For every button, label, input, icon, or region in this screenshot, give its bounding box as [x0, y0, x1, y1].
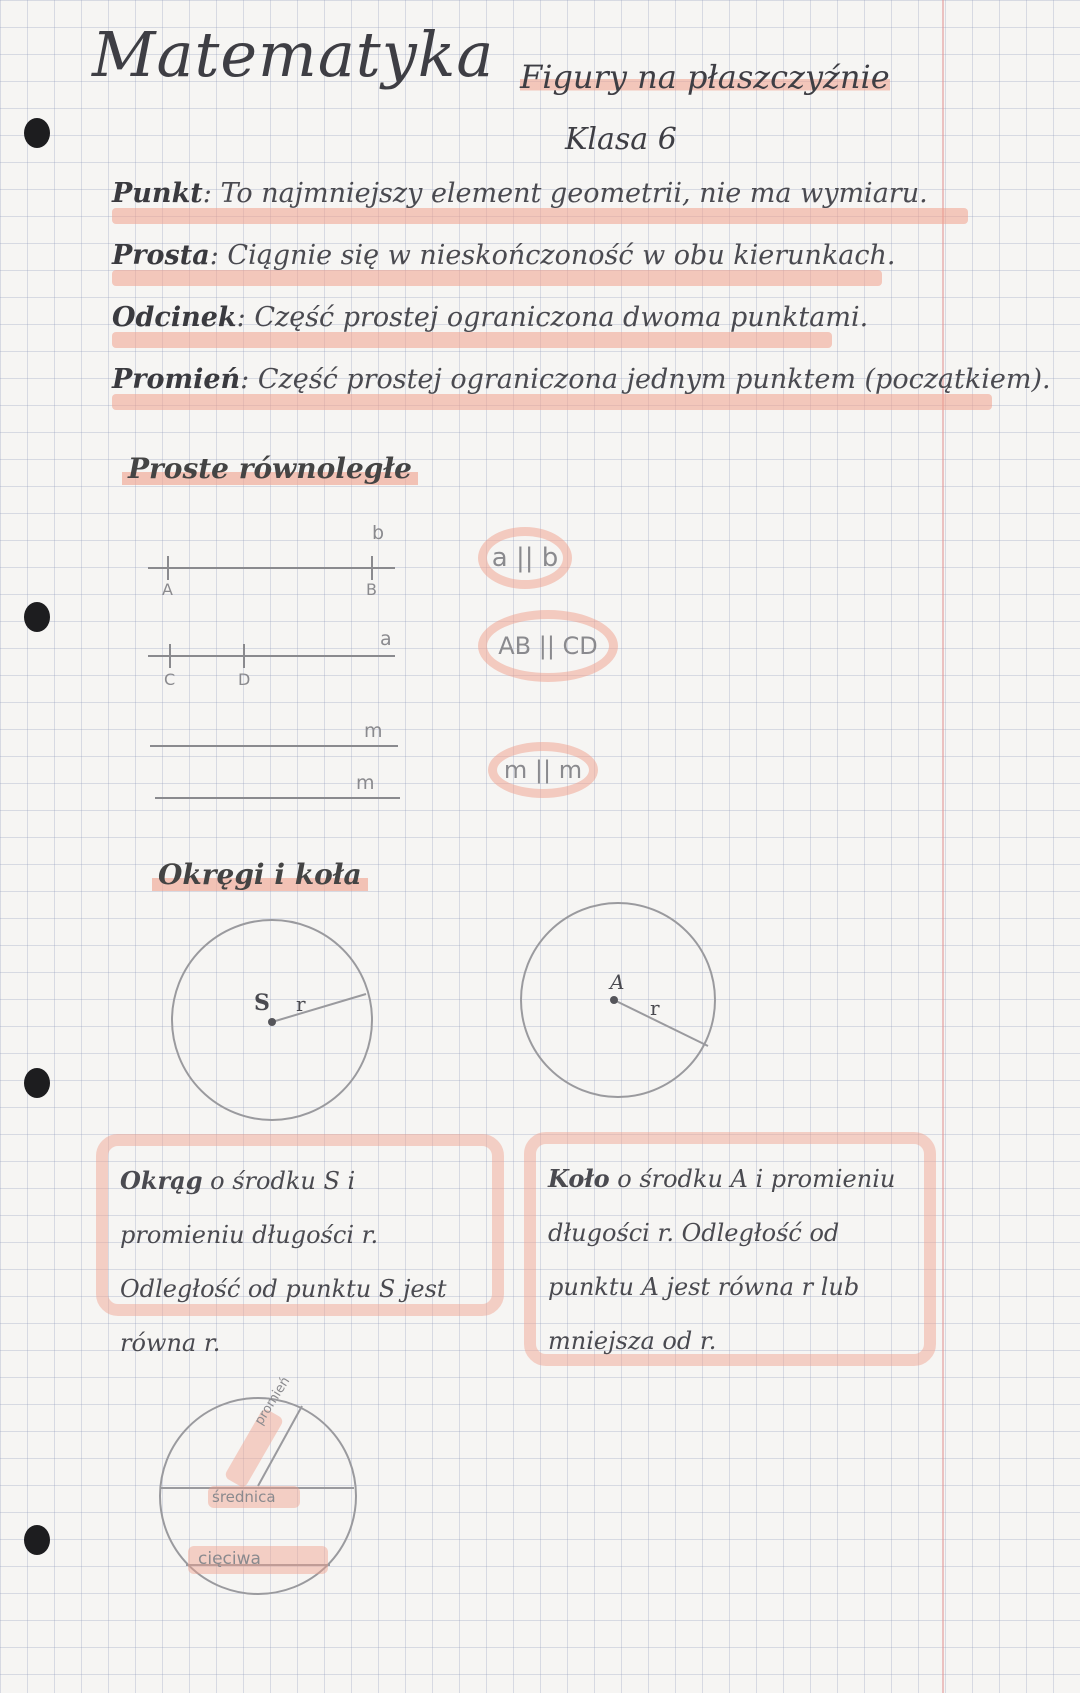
label-a: a — [380, 628, 392, 650]
definition-punkt: Punkt: To najmniejszy element geometrii, nie ma wymiaru. — [112, 178, 992, 240]
label-point-c: C — [164, 670, 176, 689]
circles-heading: Okręgi i koła — [152, 858, 368, 891]
radius-label-2: r — [650, 996, 660, 1020]
definition-odcinek: Odcinek: Część prostej ograniczona dwoma punktami. — [112, 302, 992, 364]
radius-line-2 — [614, 1000, 708, 1046]
grade-label: Klasa 6 — [565, 122, 677, 157]
notation-abcd: AB || CD — [478, 610, 618, 682]
label-m1: m — [364, 720, 383, 742]
definition-text: Ciągnie się w nieskończoność w obu kierunkach. — [227, 240, 896, 271]
definition-text: To najmniejszy element geometrii, nie ma wymiaru. — [220, 178, 928, 209]
kolo-definition-box — [524, 1132, 936, 1366]
label-m2: m — [356, 772, 375, 794]
label-srednica: średnica — [212, 1488, 276, 1506]
notation-ab: a || b — [478, 527, 572, 589]
definition-text: Część prostej ograniczona dwoma punktami. — [254, 302, 869, 333]
okrag-definition-box — [96, 1134, 504, 1357]
kolo-term: Koło — [548, 1164, 610, 1193]
okrag-term: Okrąg — [120, 1166, 203, 1195]
definition-term: Odcinek — [112, 302, 237, 333]
notation-mm: m || m — [488, 742, 598, 798]
center-dot-s — [268, 1018, 276, 1026]
radius-line-1 — [272, 994, 366, 1022]
definition-term: Punkt — [112, 178, 203, 209]
center-dot-a — [610, 996, 618, 1004]
label-point-a: A — [162, 580, 173, 599]
page-title: Matematyka — [92, 18, 495, 91]
label-promien: promień — [252, 1374, 294, 1428]
label-point-b: B — [366, 580, 377, 599]
label-cieciwa: cięciwa — [198, 1549, 261, 1569]
kolo-text: o środku A i promieniu długości r. Odległość od punktu A jest równa r lub mniejsza od r. — [548, 1165, 896, 1355]
definition-text: Część prostej ograniczona jednym punktem (początkiem). — [257, 364, 1051, 395]
label-b: b — [372, 522, 385, 544]
definition-promien: Promień: Część prostej ograniczona jednym punktem (początkiem). — [112, 364, 992, 426]
definition-term: Promień — [112, 364, 241, 395]
page-subtitle: Figury na płaszczyźnie — [520, 58, 890, 96]
parallel-heading: Proste równoległe — [122, 452, 418, 485]
center-label-s: S — [254, 990, 270, 1016]
definition-prosta: Prosta: Ciągnie się w nieskończoność w obu kierunkach. — [112, 240, 992, 302]
definition-term: Prosta — [112, 240, 210, 271]
radius-label-1: r — [296, 992, 306, 1016]
center-label-a: A — [610, 970, 625, 994]
okrag-text: o środku S i promieniu długości r. Odległość od punktu S jest równa r. — [120, 1167, 447, 1357]
label-point-d: D — [238, 670, 251, 689]
